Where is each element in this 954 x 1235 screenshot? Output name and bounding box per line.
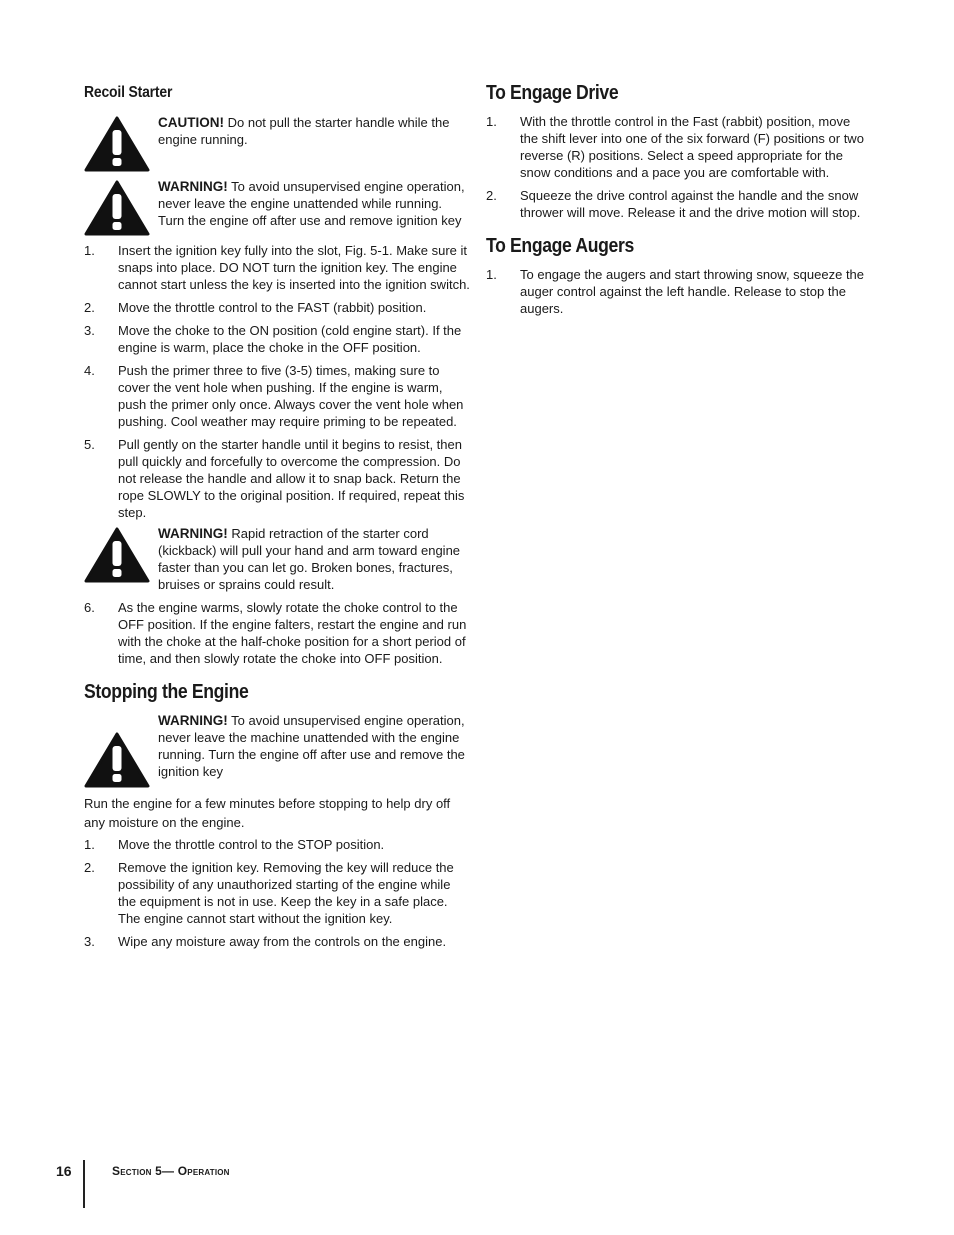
augers-steps-list [486,266,870,317]
warning-triangle-icon [84,180,150,236]
caution-keyword: CAUTION! [158,115,224,130]
list-item: 2. Move the throttle control to the FAST (rabbit) position. [84,300,427,315]
recoil-starter-heading: Recoil Starter [84,84,173,101]
stopping-paragraph: Run the engine for a few minutes before stopping to help dry off any moisture on the engine. [84,796,451,830]
list-item: 1. Move the throttle control to the STOP position. [84,837,385,852]
list-item: 3. Wipe any moisture away from the controls on the engine. [84,934,447,949]
warning-keyword: WARNING! [158,526,228,541]
engage-drive-heading: To Engage Drive [486,82,619,104]
warning-triangle-icon [84,732,150,788]
warning-text: Rapid retraction of the starter cord (kickback) will pull your hand and arm toward engine faster than you can let go. Broken bones, fractures, bruises or sprains could result. [158,526,461,592]
list-item: 2. Remove the ignition key. Removing the key will reduce the possibility of any unauthorized starting of the engine while the equipment is not in use. Keep the key in a safe place. The engine cannot start without the ignition key. [84,860,454,926]
warning-triangle-icon [84,527,150,583]
warning-notice-unattended [84,178,470,236]
left-column [84,80,470,960]
section-label: Section 5— Operation [112,1164,230,1178]
stopping-steps-list [84,836,470,950]
stopping-engine-heading: Stopping the Engine [84,681,249,703]
warning-notice-kickback [84,525,470,593]
list-item: 1. Insert the ignition key fully into the slot, Fig. 5-1. Make sure it snaps into place. DO NOT turn the ignition key. The engine cannot start unless the key is inserted into the ignition switch. [84,243,470,292]
warning-keyword: WARNING! [158,713,228,728]
list-item: 1. To engage the augers and start throwing snow, squeeze the auger control against the left handle. Release to stop the augers. [486,267,865,316]
caution-notice [84,114,470,172]
right-column [486,80,870,327]
footer-divider [83,1160,85,1208]
caution-text: Do not pull the starter handle while the engine running. [158,115,450,147]
warning-text: To avoid unsupervised engine operation, never leave the machine unattended with the engine running. Turn the engine off after use and remove the ignition key [158,713,465,779]
warning-keyword: WARNING! [158,179,228,194]
warning-notice-stopping [84,712,470,788]
list-item: 4. Push the primer three to five (3-5) times, making sure to cover the vent hole when pushing. If the engine is warm, push the primer only once. Always cover the vent hole when pushing. Cool weather may require priming to be repeated. [84,363,464,429]
list-item: 1. With the throttle control in the Fast (rabbit) position, move the shift lever into one of the six forward (F) positions or two reverse (R) positions. Select a speed appropriate for the snow conditions and a pace you are comfortable with. [486,114,864,180]
warning-text: To avoid unsupervised engine operation, never leave the engine unattended while running. Turn the engine off after use and remove ignition key [158,179,465,228]
list-item: 5. Pull gently on the starter handle until it begins to resist, then pull quickly and forcefully to overcome the compression. Do not release the handle and allow it to snap back. Return the rope SLOWLY to the original position. If required, repeat this step. [84,437,465,520]
page-number: 16 [56,1163,72,1179]
warning-triangle-icon [84,116,150,172]
list-item: 2. Squeeze the drive control against the handle and the snow thrower will move. Release it and the drive motion will stop. [486,188,861,220]
recoil-steps-list [84,242,470,521]
drive-steps-list [486,113,870,221]
recoil-steps-list-continued [84,599,470,667]
list-item: 3. Move the choke to the ON position (cold engine start). If the engine is warm, place the choke in the OFF position. [84,323,462,355]
engage-augers-heading: To Engage Augers [486,235,634,257]
list-item: 6. As the engine warms, slowly rotate the choke control to the OFF position. If the engine falters, restart the engine and run with the choke at the half-choke position for a short period of time, and then slowly rotate the choke into OFF position. [84,600,467,666]
